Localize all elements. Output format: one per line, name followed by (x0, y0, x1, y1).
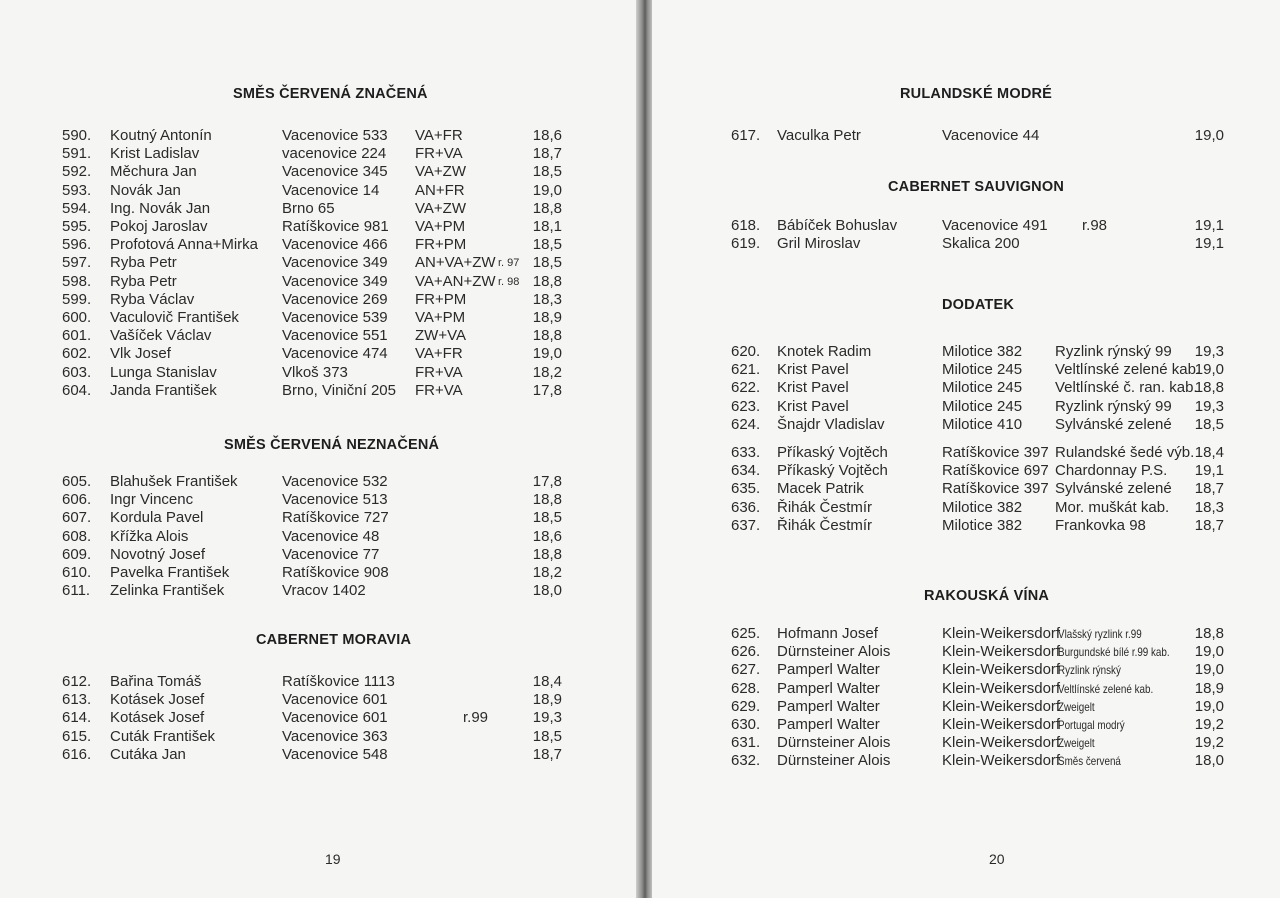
grower-name: Koutný Antonín (110, 127, 212, 144)
grower-name: Pamperl Walter (777, 697, 880, 715)
entry-number: 635. (731, 480, 761, 498)
grower-address: Ratíškovice 697 (942, 462, 1049, 480)
section-heading: RAKOUSKÁ VÍNA (924, 588, 1050, 604)
entry-row (652, 499, 1280, 517)
grower-name: Hofmann Josef (777, 625, 878, 642)
score-value: 17,8 (532, 473, 562, 490)
grower-name: Pamperl Walter (777, 716, 880, 733)
grower-address: Vacenovice 48 (282, 527, 380, 545)
grower-name: Krist Pavel (777, 397, 849, 415)
grower-address: Ratíškovice 1113 (282, 673, 395, 690)
grower-address: Brno 65 (282, 199, 335, 217)
entry-row (0, 382, 640, 400)
entry-number: 606. (62, 491, 92, 509)
entry-number: 624. (731, 415, 761, 433)
grower-address: Vacenovice 349 (282, 254, 388, 272)
entry-row (652, 379, 1280, 397)
grower-address: Vacenovice 363 (282, 727, 388, 745)
grower-name: Příkaský Vojtěch (777, 462, 888, 480)
grower-name: Janda František (110, 381, 217, 399)
grower-address: Klein-Weikersdorf (942, 643, 1061, 661)
grower-name: Vaculovič František (110, 309, 239, 326)
vintage-note: r.98 (1082, 217, 1108, 234)
entry-row (0, 200, 640, 218)
grower-address: Milotice 382 (942, 516, 1023, 534)
wine-variety: Veltlínské zelené kab. (1058, 681, 1154, 696)
score-value: 18,6 (532, 127, 562, 144)
wine-variety: FR+VA (415, 363, 463, 381)
score-value: 19,2 (1194, 716, 1224, 733)
entry-number: 616. (62, 745, 92, 763)
grower-name: Ingr Vincenc (110, 491, 194, 509)
score-value: 18,7 (1194, 516, 1224, 534)
entry-number: 617. (731, 127, 761, 144)
grower-address: Vlkoš 373 (282, 363, 348, 381)
score-value: 18,2 (532, 564, 562, 581)
score-value: 18,0 (1194, 752, 1224, 770)
grower-address: Klein-Weikersdorf (942, 679, 1061, 697)
grower-name: Řihák Čestmír (777, 516, 873, 534)
score-value: 19,3 (1194, 397, 1224, 415)
score-value: 18,2 (532, 363, 562, 381)
grower-address: Vacenovice 532 (282, 473, 388, 490)
score-value: 18,6 (532, 527, 562, 545)
score-value: 18,5 (1194, 415, 1224, 433)
grower-name: Pokoj Jaroslav (110, 218, 208, 235)
section-heading: SMĚS ČERVENÁ ZNAČENÁ (233, 86, 428, 102)
entry-row (0, 127, 640, 145)
wine-variety: Zweigelt (1058, 736, 1095, 751)
grower-address: Vacenovice 601 (282, 709, 388, 727)
score-value: 18,8 (1194, 625, 1224, 642)
entry-row (652, 680, 1280, 698)
entry-number: 634. (731, 462, 761, 480)
wine-variety: Ryzlink rýnský 99 (1055, 343, 1172, 360)
wine-variety: FR+PM (415, 290, 467, 308)
entry-number: 592. (62, 163, 92, 181)
entry-row (0, 236, 640, 254)
grower-name: Profotová Anna+Mirka (110, 236, 259, 254)
score-value: 18,5 (532, 727, 562, 745)
entry-row (0, 163, 640, 181)
grower-name: Zelinka František (110, 582, 225, 600)
wine-variety: Zweigelt (1058, 699, 1095, 714)
score-value: 18,8 (532, 327, 562, 345)
grower-address: Vacenovice 349 (282, 272, 388, 290)
grower-address: Vacenovice 513 (282, 491, 388, 509)
wine-variety: VA+FR (415, 127, 463, 144)
score-value: 19,3 (1194, 343, 1224, 360)
grower-name: Kordula Pavel (110, 509, 204, 527)
score-value: 19,1 (1194, 235, 1224, 253)
score-value: 18,9 (1194, 679, 1224, 697)
wine-variety: FR+VA (415, 381, 463, 399)
grower-address: Skalica 200 (942, 235, 1020, 253)
entry-row (652, 444, 1280, 462)
grower-address: Vracov 1402 (282, 582, 366, 600)
entry-row (0, 746, 640, 764)
page-number: 19 (325, 851, 341, 867)
grower-address: Milotice 410 (942, 415, 1023, 433)
entry-row (652, 343, 1280, 361)
entry-row (652, 734, 1280, 752)
grower-name: Pamperl Walter (777, 661, 880, 679)
score-value: 18,5 (532, 254, 562, 272)
score-value: 19,0 (1194, 643, 1224, 661)
entry-number: 613. (62, 691, 92, 709)
wine-variety: Portugal modrý (1058, 718, 1125, 732)
wine-variety: VA+PM (415, 309, 466, 326)
grower-address: Brno, Viniční 205 (282, 381, 396, 399)
wine-variety: Mor. muškát kab. (1055, 498, 1170, 516)
entry-number: 611. (62, 582, 91, 600)
entry-number: 621. (731, 361, 761, 379)
wine-variety: Frankovka 98 (1055, 516, 1146, 534)
entry-number: 630. (731, 716, 761, 733)
grower-name: Macek Patrik (777, 480, 864, 498)
wine-variety: Veltlínské zelené kab. (1055, 361, 1201, 379)
grower-address: Klein-Weikersdorf (942, 734, 1061, 752)
grower-name: Šnajdr Vladislav (777, 415, 885, 433)
score-value: 18,8 (532, 199, 562, 217)
grower-name: Lunga Stanislav (110, 363, 217, 381)
entry-row (0, 709, 640, 727)
entry-row (652, 416, 1280, 434)
entry-row (0, 564, 640, 582)
entry-row (0, 291, 640, 309)
section-heading: DODATEK (942, 297, 1015, 313)
page-number: 20 (989, 851, 1005, 867)
entry-number: 632. (731, 752, 761, 770)
wine-variety: AN+VA+ZW (415, 254, 496, 272)
grower-address: Ratíškovice 727 (282, 509, 389, 527)
entry-number: 614. (62, 709, 92, 727)
grower-address: Ratíškovice 397 (942, 480, 1049, 498)
grower-name: Cutáka Jan (110, 745, 186, 763)
grower-name: Krist Pavel (777, 361, 849, 379)
entry-row (0, 673, 640, 691)
entry-row (0, 546, 640, 564)
grower-address: Klein-Weikersdorf (942, 625, 1061, 642)
score-value: 19,1 (1194, 217, 1224, 234)
entry-row (0, 491, 640, 509)
vintage-note: r.99 (463, 709, 489, 727)
grower-name: Bábíček Bohuslav (777, 217, 898, 234)
score-value: 19,0 (532, 345, 562, 363)
grower-name: Knotek Radim (777, 343, 872, 360)
score-value: 18,8 (532, 491, 562, 509)
score-value: 19,1 (1194, 462, 1224, 480)
score-value: 18,9 (532, 309, 562, 326)
grower-address: Milotice 382 (942, 498, 1023, 516)
grower-address: Klein-Weikersdorf (942, 661, 1061, 679)
grower-address: Vacenovice 551 (282, 327, 388, 345)
grower-name: Ing. Novák Jan (110, 199, 211, 217)
grower-address: Vacenovice 539 (282, 309, 388, 326)
grower-address: Vacenovice 44 (942, 127, 1040, 144)
entry-number: 612. (62, 673, 92, 690)
score-value: 18,7 (532, 745, 562, 763)
entry-row (0, 273, 640, 291)
wine-variety: Směs červená (1058, 754, 1121, 769)
grower-address: Vacenovice 466 (282, 236, 388, 254)
wine-variety: VA+FR (415, 345, 463, 363)
wine-variety: Chardonnay P.S. (1055, 462, 1168, 480)
entry-row (0, 528, 640, 546)
entry-number: 620. (731, 343, 761, 360)
entry-number: 619. (731, 235, 761, 253)
wine-variety: Ryzlink rýnský 99 (1055, 397, 1172, 415)
score-value: 18,7 (532, 145, 562, 163)
grower-name: Pavelka František (110, 564, 230, 581)
entry-number: 601. (62, 327, 92, 345)
entry-number: 631. (731, 734, 761, 752)
grower-address: Vacenovice 533 (282, 127, 388, 144)
wine-variety: FR+VA (415, 145, 463, 163)
section-heading: CABERNET SAUVIGNON (888, 179, 1064, 195)
grower-address: Vacenovice 269 (282, 290, 388, 308)
score-value: 18,3 (532, 290, 562, 308)
grower-address: Ratíškovice 397 (942, 444, 1049, 461)
wine-variety: FR+PM (415, 236, 467, 254)
wine-variety: ZW+VA (415, 327, 466, 345)
entry-number: 600. (62, 309, 92, 326)
wine-variety: VA+AN+ZW (415, 272, 496, 290)
score-value: 19,0 (1194, 697, 1224, 715)
wine-variety: VA+ZW (415, 199, 466, 217)
grower-name: Bařina Tomáš (110, 673, 202, 690)
score-value: 19,0 (532, 181, 562, 199)
grower-address: Milotice 245 (942, 379, 1023, 397)
grower-name: Měchura Jan (110, 163, 197, 181)
entry-row (652, 462, 1280, 480)
entry-number: 597. (62, 254, 92, 272)
entry-number: 599. (62, 290, 92, 308)
entry-row (652, 716, 1280, 734)
entry-row (0, 327, 640, 345)
wine-variety: Burgundské bílé r.99 kab. (1058, 645, 1170, 660)
score-value: 19,0 (1194, 127, 1224, 144)
entry-number: 607. (62, 509, 92, 527)
entry-number: 625. (731, 625, 761, 642)
grower-name: Dürnsteiner Alois (777, 643, 891, 661)
entry-row (0, 728, 640, 746)
grower-address: Milotice 382 (942, 343, 1023, 360)
entry-row (652, 235, 1280, 253)
grower-address: Vacenovice 345 (282, 163, 388, 181)
grower-name: Řihák Čestmír (777, 498, 873, 516)
entry-number: 628. (731, 679, 761, 697)
right-page (652, 0, 1280, 898)
grower-name: Cuták František (110, 727, 216, 745)
entry-number: 598. (62, 272, 92, 290)
grower-name: Novotný Josef (110, 545, 206, 563)
vintage-note: r. 98 (498, 275, 520, 288)
entry-row (0, 691, 640, 709)
grower-name: Ryba Petr (110, 272, 177, 290)
score-value: 18,3 (1194, 498, 1224, 516)
grower-address: Klein-Weikersdorf (942, 716, 1061, 733)
entry-row (0, 364, 640, 382)
entry-row (0, 309, 640, 327)
score-value: 18,8 (532, 545, 562, 563)
grower-address: Klein-Weikersdorf (942, 752, 1061, 770)
entry-row (652, 752, 1280, 770)
entry-number: 591. (62, 145, 92, 163)
entry-number: 629. (731, 697, 761, 715)
wine-variety: Rulandské šedé výb. (1055, 444, 1195, 461)
grower-address: Vacenovice 474 (282, 345, 388, 363)
section-heading: RULANDSKÉ MODRÉ (900, 86, 1053, 102)
score-value: 19,2 (1194, 734, 1224, 752)
entry-number: 623. (731, 397, 761, 415)
score-value: 19,0 (1194, 361, 1224, 379)
score-value: 18,1 (532, 218, 562, 235)
entry-row (0, 145, 640, 163)
grower-name: Vaculka Petr (777, 127, 861, 144)
wine-variety: VA+PM (415, 218, 466, 235)
entry-number: 604. (62, 381, 92, 399)
score-value: 19,0 (1194, 661, 1224, 679)
entry-row (0, 473, 640, 491)
entry-row (652, 643, 1280, 661)
grower-address: Milotice 245 (942, 361, 1023, 379)
grower-address: vacenovice 224 (282, 145, 387, 163)
entry-row (652, 698, 1280, 716)
entry-number: 605. (62, 473, 92, 490)
score-value: 18,8 (1194, 379, 1224, 397)
grower-address: Klein-Weikersdorf (942, 697, 1061, 715)
grower-name: Příkaský Vojtěch (777, 444, 888, 461)
entry-row (0, 182, 640, 200)
grower-address: Milotice 245 (942, 397, 1023, 415)
section-heading: SMĚS ČERVENÁ NEZNAČENÁ (224, 437, 440, 453)
grower-address: Vacenovice 77 (282, 545, 380, 563)
entry-number: 590. (62, 127, 92, 144)
entry-row (652, 661, 1280, 679)
entry-row (0, 345, 640, 363)
entry-number: 622. (731, 379, 761, 397)
entry-row (652, 480, 1280, 498)
entry-row (652, 398, 1280, 416)
entry-row (652, 361, 1280, 379)
grower-name: Pamperl Walter (777, 679, 880, 697)
entry-row (652, 127, 1280, 145)
grower-name: Blahušek František (110, 473, 238, 490)
grower-name: Krist Pavel (777, 379, 849, 397)
score-value: 18,5 (532, 163, 562, 181)
entry-number: 603. (62, 363, 92, 381)
grower-address: Vacenovice 548 (282, 745, 388, 763)
grower-address: Vacenovice 14 (282, 181, 380, 199)
score-value: 18,5 (532, 236, 562, 254)
grower-name: Kotásek Josef (110, 709, 205, 727)
entry-number: 633. (731, 444, 761, 461)
grower-name: Vašíček Václav (110, 327, 212, 345)
entry-number: 608. (62, 527, 92, 545)
entry-row (0, 582, 640, 600)
grower-address: Ratíškovice 981 (282, 218, 389, 235)
entry-number: 626. (731, 643, 761, 661)
wine-variety: Vlašský ryzlink r.99 (1058, 627, 1142, 641)
entry-number: 609. (62, 545, 92, 563)
entry-number: 596. (62, 236, 92, 254)
grower-name: Křížka Alois (110, 527, 189, 545)
entry-row (0, 254, 640, 272)
entry-row (652, 625, 1280, 643)
grower-name: Gril Miroslav (777, 235, 861, 253)
score-value: 19,3 (532, 709, 562, 727)
entry-number: 636. (731, 498, 761, 516)
grower-name: Dürnsteiner Alois (777, 734, 891, 752)
score-value: 18,7 (1194, 480, 1224, 498)
entry-number: 610. (62, 564, 92, 581)
grower-name: Novák Jan (110, 181, 181, 199)
wine-variety: Sylvánské zelené (1055, 480, 1172, 498)
entry-row (0, 218, 640, 236)
grower-name: Krist Ladislav (110, 145, 200, 163)
wine-variety: Sylvánské zelené (1055, 415, 1172, 433)
entry-row (652, 217, 1280, 235)
grower-address: Ratíškovice 908 (282, 564, 389, 581)
wine-variety: Ryzlink rýnský (1058, 663, 1121, 678)
grower-address: Vacenovice 601 (282, 691, 388, 709)
entry-number: 602. (62, 345, 92, 363)
entry-number: 618. (731, 217, 761, 234)
entry-number: 627. (731, 661, 761, 679)
grower-name: Ryba Petr (110, 254, 177, 272)
wine-variety: AN+FR (415, 181, 465, 199)
score-value: 18,9 (532, 691, 562, 709)
grower-name: Ryba Václav (110, 290, 195, 308)
grower-address: Vacenovice 491 (942, 217, 1048, 234)
score-value: 17,8 (532, 381, 562, 399)
entry-number: 594. (62, 199, 92, 217)
score-value: 18,4 (532, 673, 562, 690)
wine-variety: VA+ZW (415, 163, 466, 181)
entry-number: 637. (731, 516, 761, 534)
vintage-note: r. 97 (498, 257, 520, 270)
grower-name: Dürnsteiner Alois (777, 752, 891, 770)
score-value: 18,0 (532, 582, 562, 600)
entry-number: 595. (62, 218, 92, 235)
entry-number: 615. (62, 727, 92, 745)
section-heading: CABERNET MORAVIA (256, 632, 412, 648)
grower-name: Kotásek Josef (110, 691, 205, 709)
score-value: 18,8 (532, 272, 562, 290)
entry-row (0, 509, 640, 527)
entry-number: 593. (62, 181, 92, 199)
score-value: 18,5 (532, 509, 562, 527)
entry-row (652, 517, 1280, 535)
score-value: 18,4 (1194, 444, 1224, 461)
wine-variety: Veltlínské č. ran. kab. (1055, 379, 1198, 397)
grower-name: Vlk Josef (110, 345, 171, 363)
